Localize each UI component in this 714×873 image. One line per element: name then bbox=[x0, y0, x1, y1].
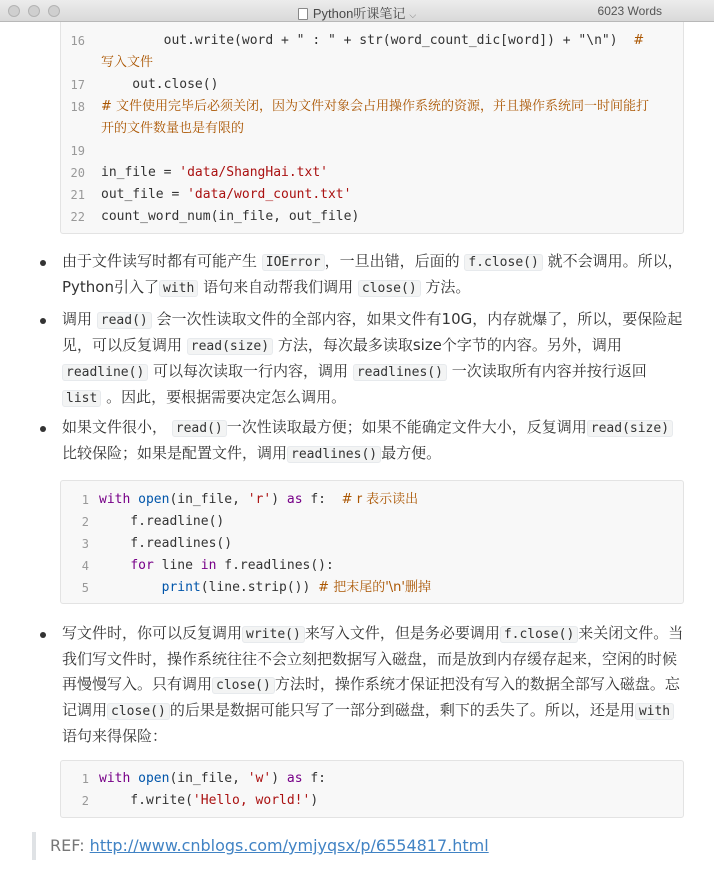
code-token: f.readline() bbox=[99, 514, 225, 529]
code-token: ) bbox=[310, 793, 319, 808]
code-token: with bbox=[99, 492, 131, 507]
inline-code: write() bbox=[242, 626, 305, 643]
inline-code: read(size) bbox=[587, 420, 673, 437]
inline-code: readlines() bbox=[287, 446, 381, 463]
bullet-dot bbox=[40, 426, 46, 432]
reference-prefix: REF: bbox=[50, 836, 90, 855]
inline-code: f.close() bbox=[500, 626, 578, 643]
code-token: f.readlines() bbox=[99, 536, 233, 551]
code-token: f: bbox=[302, 492, 342, 507]
code-token: line bbox=[153, 558, 201, 573]
code-token: with bbox=[99, 771, 131, 786]
inline-code: read() bbox=[172, 420, 227, 437]
code-token: 开的文件数量也是有限的 bbox=[101, 121, 245, 136]
code-text bbox=[101, 206, 675, 228]
inline-code: readlines() bbox=[353, 364, 447, 381]
line-number: 22 bbox=[70, 210, 85, 224]
inline-code: with bbox=[159, 280, 198, 297]
list-item-text bbox=[36, 621, 686, 749]
list-item bbox=[36, 249, 686, 301]
text-run: 方法时，操作系统才保证把没有写入的数据全部写入磁盘。忘记调用 bbox=[62, 675, 680, 719]
text-run: 就不会调用。所以，Python引入了 bbox=[62, 252, 683, 296]
code-token bbox=[99, 580, 162, 595]
chevron-down-icon[interactable]: ⌵ bbox=[409, 10, 417, 20]
inline-code: with bbox=[635, 703, 674, 720]
code-text bbox=[101, 96, 675, 118]
text-run: 一次读取所有内容并按行返回 bbox=[446, 362, 647, 380]
line-number: 3 bbox=[81, 537, 89, 551]
inline-code: list bbox=[62, 390, 101, 407]
code-text bbox=[101, 74, 675, 96]
list-item bbox=[36, 415, 686, 467]
code-text bbox=[99, 489, 675, 511]
code-token: count_word_num(in_file, out_file) bbox=[101, 209, 360, 224]
code-token: 'data/ShangHai.txt' bbox=[179, 165, 328, 180]
code-token: in_file = bbox=[101, 165, 180, 180]
code-line bbox=[61, 555, 683, 577]
code-token: ) bbox=[271, 771, 287, 786]
line-number: 4 bbox=[81, 559, 89, 573]
inline-code: read() bbox=[97, 312, 152, 329]
code-text bbox=[99, 533, 675, 555]
code-token: out.close() bbox=[101, 77, 219, 92]
code-text bbox=[99, 768, 675, 790]
code-line bbox=[61, 162, 683, 184]
code-block-read-file[interactable] bbox=[60, 480, 684, 604]
code-token: f.readlines(): bbox=[216, 558, 334, 573]
text-run: 方法。 bbox=[420, 278, 471, 296]
code-line bbox=[61, 52, 683, 74]
code-line bbox=[61, 768, 683, 790]
code-line bbox=[61, 206, 683, 228]
code-token: (in_file, bbox=[169, 492, 248, 507]
code-token: (line.strip()) bbox=[200, 580, 319, 595]
code-token bbox=[99, 558, 130, 573]
text-run: 如果文件很小， bbox=[62, 418, 172, 436]
code-line bbox=[61, 184, 683, 206]
code-token: out_file = bbox=[101, 187, 188, 202]
code-text bbox=[99, 790, 675, 812]
line-number: 17 bbox=[70, 78, 85, 92]
code-token: 写入文件 bbox=[101, 55, 154, 70]
code-line bbox=[61, 511, 683, 533]
code-token: in bbox=[200, 558, 217, 573]
code-token: # bbox=[633, 33, 645, 48]
code-text bbox=[101, 30, 675, 52]
line-number: 5 bbox=[81, 581, 89, 595]
text-run: 方法，每次最多读取size个字节的内容。另外，调用 bbox=[273, 336, 622, 354]
list-item-text bbox=[36, 307, 686, 411]
document-icon bbox=[298, 8, 308, 20]
list-item bbox=[36, 621, 686, 749]
code-token bbox=[130, 492, 138, 507]
code-line bbox=[61, 74, 683, 96]
inline-code: f.close() bbox=[464, 254, 542, 271]
line-number: 2 bbox=[81, 794, 89, 808]
text-run: 会一次性读取文件的全部内容，如果文件有10G，内存就爆了，所以，要保险起见，可以反复调用 bbox=[62, 310, 683, 354]
list-item-text bbox=[36, 249, 686, 301]
bullet-dot bbox=[40, 318, 46, 324]
code-line bbox=[61, 533, 683, 555]
code-token: f: bbox=[302, 771, 327, 786]
line-number: 20 bbox=[70, 166, 85, 180]
code-token: as bbox=[286, 492, 303, 507]
code-block-write-file[interactable] bbox=[60, 760, 684, 818]
code-line bbox=[61, 30, 683, 52]
inline-code: close() bbox=[358, 280, 421, 297]
title-bar bbox=[0, 0, 714, 22]
code-token bbox=[130, 771, 138, 786]
code-token: # 文件使用完毕后必须关闭，因为文件对象会占用操作系统的资源，并且操作系统同一时间能打 bbox=[101, 99, 650, 114]
code-token: 'r' bbox=[247, 492, 272, 507]
code-line bbox=[61, 118, 683, 140]
code-token: f.write( bbox=[99, 793, 193, 808]
code-token: open bbox=[138, 492, 170, 507]
line-number: 18 bbox=[70, 100, 85, 114]
text-run: 最方便。 bbox=[381, 444, 442, 462]
reference-link[interactable]: http://www.cnblogs.com/ymjyqsx/p/6554817.html bbox=[89, 836, 489, 855]
line-number: 1 bbox=[81, 493, 89, 507]
code-token: 'data/word_count.txt' bbox=[187, 187, 352, 202]
line-number: 19 bbox=[70, 144, 85, 158]
code-token: as bbox=[286, 771, 303, 786]
word-count: 6023 Words bbox=[597, 4, 662, 18]
window-title: Python听课笔记 bbox=[312, 6, 406, 21]
text-run: 来写入文件，但是务必要调用 bbox=[304, 624, 500, 642]
code-token: # 把末尾的'\n'删掉 bbox=[318, 580, 431, 595]
text-run: 可以每次读取一行内容，调用 bbox=[148, 362, 353, 380]
inline-code: IOError bbox=[262, 254, 325, 271]
bullet-dot bbox=[40, 632, 46, 638]
inline-code: close() bbox=[107, 703, 170, 720]
code-text bbox=[101, 184, 675, 206]
text-run: 语句来自动帮我们调用 bbox=[198, 278, 358, 296]
code-line bbox=[61, 790, 683, 812]
text-run: 比较保险；如果是配置文件，调用 bbox=[62, 444, 288, 462]
line-number: 16 bbox=[70, 34, 85, 48]
text-run: 。因此，要根据需要决定怎么调用。 bbox=[101, 388, 347, 406]
line-number: 21 bbox=[70, 188, 85, 202]
code-token: ) bbox=[271, 492, 287, 507]
code-line bbox=[61, 577, 683, 599]
inline-code: read(size) bbox=[187, 338, 273, 355]
text-run: 由于文件读写时都有可能产生 bbox=[62, 252, 262, 270]
inline-code: readline() bbox=[62, 364, 148, 381]
code-token: 'Hello, world!' bbox=[192, 793, 311, 808]
code-text bbox=[99, 511, 675, 533]
code-token: 'w' bbox=[247, 771, 272, 786]
text-run: 语句来得保险： bbox=[62, 727, 168, 745]
text-run: 一次性读取最方便；如果不能确定文件大小，反复调用 bbox=[226, 418, 587, 436]
code-token: # r 表示读出 bbox=[341, 492, 419, 507]
code-text bbox=[99, 555, 675, 577]
text-run: 来关闭文件。当我们写文件时，操作系统往往不会立刻把数据写入磁盘，而是放到内存缓存起来，空闲的时候再慢慢写入。只有调用 bbox=[62, 624, 684, 693]
reference-quote bbox=[32, 832, 489, 860]
line-number: 1 bbox=[81, 772, 89, 786]
bullet-dot bbox=[40, 260, 46, 266]
code-text bbox=[101, 52, 675, 74]
text-run: 的后果是数据可能只写了一部分到磁盘，剩下的丢失了。所以，还是用 bbox=[169, 701, 635, 719]
code-token: open bbox=[138, 771, 170, 786]
text-run: 调用 bbox=[62, 310, 97, 328]
list-item bbox=[36, 307, 686, 411]
code-token: out.write(word + " : " + str(word_count_dic[word]) + "\n") bbox=[101, 33, 634, 48]
line-number: 2 bbox=[81, 515, 89, 529]
code-block-word-count[interactable] bbox=[60, 14, 684, 234]
code-line bbox=[61, 489, 683, 511]
list-item-text bbox=[36, 415, 686, 467]
text-run: 写文件时，你可以反复调用 bbox=[62, 624, 243, 642]
code-line bbox=[61, 140, 683, 162]
text-run: ，一旦出错，后面的 bbox=[324, 252, 465, 270]
code-token: for bbox=[130, 558, 154, 573]
code-line bbox=[61, 96, 683, 118]
code-text bbox=[101, 118, 675, 140]
code-token: (in_file, bbox=[169, 771, 248, 786]
code-token: print bbox=[161, 580, 201, 595]
inline-code: close() bbox=[212, 677, 275, 694]
code-text bbox=[99, 577, 675, 599]
code-text bbox=[101, 162, 675, 184]
